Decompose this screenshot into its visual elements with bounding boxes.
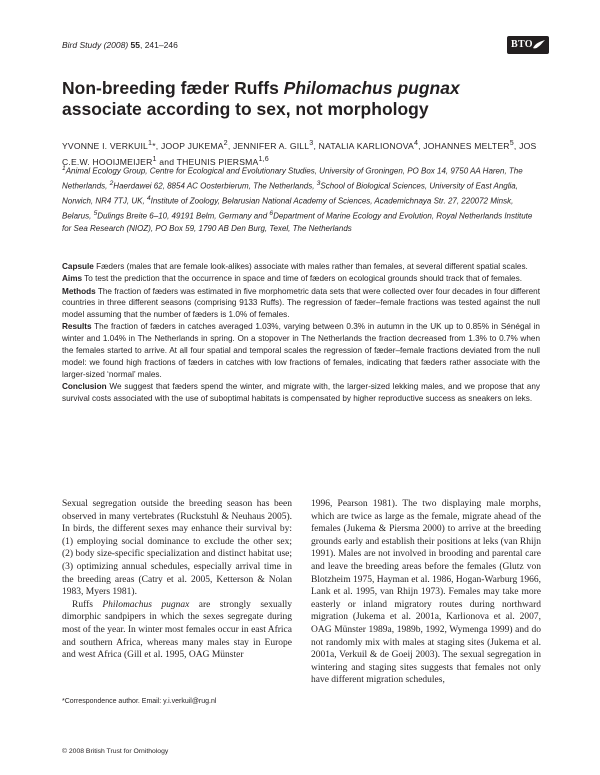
paper-title	[62, 78, 522, 120]
affil-text: Dulings Breite 6–10, 49191 Belm, Germany and	[97, 211, 270, 221]
author-sup: 2	[223, 139, 228, 147]
affil-sup: 6	[269, 209, 274, 217]
author-sup: 1	[152, 154, 157, 163]
abstract-text: We suggest that fæders spend the winter, and migrate with, the larger-sized lekking males, and we propose that any survival costs associated with the use of suboptimal habitats is compensated by higher reproductive success as sneakers on leks.	[62, 381, 540, 403]
author-sup: 1	[148, 139, 153, 147]
author: , JOOP JUKEMA	[155, 140, 224, 151]
journal-year: (2008)	[101, 40, 131, 50]
body-column-left	[62, 498, 292, 662]
abstract-text: Fæders (males that are female look-alikes) associate with males rather than females, at several different spatial scales.	[93, 262, 528, 271]
abstract-heading: Conclusion	[62, 381, 107, 391]
affil-sup: 3	[316, 179, 321, 187]
journal-name: Bird Study	[62, 40, 102, 50]
logo-text: BTO	[511, 39, 533, 50]
abstract-text: To test the prediction that the occurrence in space and time of fæders on ecological grounds should track that of females.	[82, 274, 522, 284]
journal-volume: 55	[130, 40, 140, 50]
affil-text: School of Biological Sciences, University of East Anglia, Norwich, NR4 7TJ, UK,	[62, 181, 518, 206]
abstract-heading: Capsule	[62, 262, 94, 271]
author: , NATALIA KARLIONOVA	[313, 140, 414, 151]
affil-sup: 1	[62, 165, 66, 172]
bird-logo-icon	[532, 39, 546, 51]
author-sup: 4	[413, 139, 419, 147]
author: , JENNIFER A. GILL	[227, 140, 310, 151]
affil-sup: 2	[109, 179, 114, 187]
affiliations	[62, 163, 540, 235]
abstract-text: The fraction of fæders in catches averaged 1.03%, varying between 0.3% in autumn in the UK up to 0.85% in Sénégal in winter and 1.04% in The Netherlands in spring. On a stopover in The Netherlands the fraction decreased from 1.3% to 0.7% when the females started to arrive. At all four spatial and temporal scales the regression of fæder–female fractions deviated from the null model: we found high fractions of fæders in catches with low fractions of females, indicating that fæders rather associate with the larger-sized ‘normal’ males.	[62, 322, 540, 379]
author: and THEUNIS PIERSMA	[156, 156, 259, 167]
journal-citation	[62, 40, 178, 50]
affil-sup: 5	[93, 209, 98, 217]
abstract-aims	[62, 273, 540, 285]
author: , JOS C.E.W. HOOIJMEIJER	[62, 140, 537, 167]
affil-text: Animal Ecology Group, Centre for Ecological and Evolutionary Studies, University of Groningen, PO Box 14, 9750 AA Haren, The Netherlands,	[62, 166, 523, 191]
abstract-capsule	[62, 261, 540, 273]
title-part-1: Non-breeding fæder Ruffs	[62, 78, 284, 98]
affil-sup: 4	[146, 194, 151, 202]
body-text: are strongly sexually dimorphic sandpipers in which the sexes segregate during most of the year. In winter most females occur in east Africa and southern Africa, whereas many males stay in Europe and west Africa (Gill et al. 1995, OAG Münster	[62, 599, 292, 661]
abstract-heading: Methods	[62, 286, 96, 296]
body-species: Philomachus pugnax	[102, 599, 190, 610]
body-column-right	[311, 498, 541, 687]
body-paragraph: 1996, Pearson 1981). The two displaying male morphs, which are twice as large as the female, migrate ahead of the females (Jukema & Piersma 2000) to arrive at the breeding grounds early and establish their positions at leks (van Rhijn 1991). Males are not involved in brooding and parental care and leave the breeding areas before the females (Glutz von Blotzheim 1975, Hayman et al. 1986, Hogan-Warburg 1966, Lank et al. 1995, van Rhijn 1973). Females may take more easterly or inland migratory routes during northward migration (Jukema et al. 2001a, Karlionova et al. 2007, OAG Münster 1989a, 1989b, 1992, Wymenga 1999) and do not randomly mix with males at staging sites (Jukema et al. 2001a, Verkuil & de Goeij 2003). The sexual segregation in wintering and staging sites suggests that females not only have different migration schedules,	[311, 499, 541, 686]
abstract-text: The fraction of fæders was estimated in five morphometric data sets that were collected over four decades in four different countries in three different seasons (comprising 9133 Ruffs). The regression of fæder–female fractions was tested against the null model assuming that the number of fæders is 1.0% of females.	[62, 286, 540, 320]
author: , JOHANNES MELTER	[418, 140, 510, 151]
author: YVONNE I. VERKUIL	[62, 140, 149, 151]
body-paragraph: Sexual segregation outside the breeding season has been observed in many vertebrates (Ruckstuhl & Neuhaus 2005). In birds, the different sexes may enhance their survival by: (1) employing social dominance to exclude the other sex; (2) body size-specific specialization and distinct habitat use; (3) optimizing annual schedules, especially arrival time in the breeding areas (Catry et al. 2005, Ketterson & Nolan 1983, Myers 1981).	[62, 499, 292, 598]
affil-text: Institute of Zoology, Belarusian National Academy of Sciences, Academichnaya Str. 27, 220072 Minsk, Belarus,	[62, 196, 514, 221]
body-paragraph	[62, 599, 292, 662]
abstract	[62, 261, 540, 405]
abstract-results	[62, 321, 540, 380]
author-sup: 5	[509, 139, 514, 147]
body-text: Ruffs	[72, 599, 103, 610]
affil-text: Department of Marine Ecology and Evolution, Royal Netherlands Institute for Sea Research (NIOZ), PO Box 59, 1790 AB Den Burg, Texel, The Netherlands	[62, 211, 533, 233]
affil-text: Haerdawei 62, 8854 AC Oosterbierum, The Netherlands,	[113, 181, 317, 191]
journal-pages: , 241–246	[139, 40, 178, 50]
title-species: Philomachus pugnax	[283, 78, 460, 98]
bto-logo	[507, 36, 549, 54]
abstract-heading: Aims	[62, 274, 83, 284]
abstract-methods	[62, 286, 540, 321]
author-sup: 3	[309, 139, 314, 147]
author-sup: 1,6	[258, 154, 269, 163]
corresponding-mark: *	[152, 140, 156, 151]
correspondence-note: *Correspondence author. Email: y.i.verkuil@rug.nl	[62, 698, 217, 705]
abstract-conclusion	[62, 381, 540, 405]
title-part-2: associate according to sex, not morphology	[62, 99, 429, 119]
abstract-heading: Results	[62, 322, 92, 332]
copyright-notice: © 2008 British Trust for Ornithology	[62, 748, 169, 755]
